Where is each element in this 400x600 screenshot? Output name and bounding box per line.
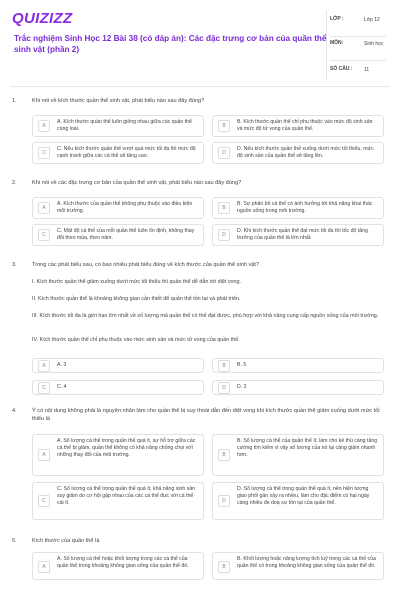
option-text: B. Kích thước quần thể chỉ phụ thuộc vào mức độ sinh sản và mức độ tử vong của quần thể. [237, 119, 373, 132]
meta-line [330, 60, 386, 61]
option-text: D. Số lượng cá thể trong quần thể quá ít, nên hiện tượng giao phối gần xảy ra nhiều, làm cho đặc điểm có hại ngày càng nhiều đe doạ sự tồn tại của quần thể. [237, 486, 370, 506]
option-b[interactable] [212, 552, 384, 580]
question-stem: Khi nói về các đặc trưng cơ bản của quần thể sinh vật, phát biểu nào sau đây đúng? [32, 180, 242, 186]
option-b[interactable] [212, 197, 384, 219]
page-title: Trắc nghiệm Sinh Học 12 Bài 38 (có đáp án): Các đặc trưng cơ bản của quần thể sinh vật (phần 2) [14, 34, 327, 54]
option-c[interactable] [32, 224, 204, 246]
question-2 [12, 180, 388, 250]
option-letter: C [38, 229, 50, 241]
option-letter: D [218, 382, 230, 394]
question-1 [12, 98, 388, 168]
option-letter: A [38, 202, 50, 214]
option-text: A. Số lượng cá thể hoặc khối lượng trong các cá thể của quần thể trong khoảng không gian sống của quần thể đó. [57, 556, 189, 569]
option-text: C. Nếu kích thước quần thể vượt quá mức tối đa thì mức độ cạnh tranh giữa các cá thể sẽ tăng cao. [57, 146, 196, 159]
option-letter: B [218, 360, 230, 372]
option-letter: C [38, 495, 50, 507]
subject-value: Sinh học [364, 41, 384, 47]
option-c[interactable] [32, 380, 204, 395]
class-value: Lớp 12 [364, 17, 380, 23]
option-b[interactable] [212, 115, 384, 137]
count-meta [330, 66, 388, 74]
question-number: 5. [12, 538, 17, 544]
option-d[interactable] [212, 482, 384, 520]
quizizz-logo[interactable]: QUIZIZZ [12, 10, 73, 27]
class-meta [330, 16, 388, 24]
question-number: 1. [12, 98, 17, 104]
option-text: C. 4 [57, 384, 67, 390]
option-a[interactable] [32, 434, 204, 476]
meta-divider [326, 10, 327, 80]
option-letter: A [38, 449, 50, 461]
subject-meta [330, 40, 388, 48]
option-text: B. Số lượng cá thể của quần thể ít, làm cho kẻ thù càng tăng cường tìm kiếm vì vậy số lượng của nó lại càng giảm nhanh hơn. [237, 438, 378, 458]
option-b[interactable] [212, 434, 384, 476]
question-stem: Ý có nội dung không phải là nguyên nhân làm cho quần thể bị suy thoái dẫn đến diệt vong khi kích thước quần thể giảm xuống dưới mức tối thiểu là [32, 408, 380, 422]
header-divider [10, 86, 390, 87]
option-letter: B [218, 561, 230, 573]
subject-label: MÔN: [330, 40, 344, 46]
option-letter: D [218, 147, 230, 159]
statement-4: IV. Kích thước quần thể chỉ phụ thuộc vào mức sinh sản và mức tử vong của quần thể. [32, 337, 240, 343]
statement-3: III. Kích thước tối đa là giới hạn lớn nhất về số lượng mà quần thể có thể đạt được, phù hợp với khả năng cung cấp nguồn sống của môi trường. [32, 313, 379, 319]
option-letter: B [218, 202, 230, 214]
question-number: 3. [12, 262, 17, 268]
option-d[interactable] [212, 142, 384, 164]
option-a[interactable] [32, 197, 204, 219]
option-text: B. 5 [237, 362, 247, 368]
question-3 [12, 262, 388, 402]
option-b[interactable] [212, 358, 384, 373]
option-text: A. Kích thước quần thể luôn giống nhau giữa các quần thể cùng loài. [57, 119, 192, 132]
option-text: A. Kích thước của quần thể không phụ thuộc vào điều kiện môi trường. [57, 201, 193, 214]
option-a[interactable] [32, 115, 204, 137]
option-d[interactable] [212, 224, 384, 246]
option-a[interactable] [32, 552, 204, 580]
option-text: D. Khi kích thước quần thể đạt mức tối đa thì tốc độ tăng trưởng của quần thể là lớn nhất. [237, 228, 368, 241]
statement-1: I. Kích thước quần thể giảm xuống dưới mức tối thiểu thì quần thể dễ dẫn tới diệt vong. [32, 279, 242, 285]
option-letter: A [38, 561, 50, 573]
meta-line [330, 36, 386, 37]
option-letter: D [218, 495, 230, 507]
option-a[interactable] [32, 358, 204, 373]
statement-2: II. Kích thước quần thể là khoảng không gian cần thiết để quần thể tồn tại và phát triển. [32, 296, 241, 302]
question-number: 4. [12, 408, 17, 414]
option-letter: A [38, 360, 50, 372]
option-c[interactable] [32, 142, 204, 164]
question-5 [12, 538, 388, 598]
question-stem: Trong các phát biểu sau, có bao nhiêu phát biểu đúng về kích thước của quần thể sinh vật? [32, 262, 260, 268]
option-c[interactable] [32, 482, 204, 520]
question-4 [12, 408, 388, 526]
question-stem: Kích thước của quần thể là [32, 538, 100, 544]
class-label: LỚP : [330, 16, 344, 22]
option-letter: B [218, 449, 230, 461]
option-text: C. Số lượng cá thể trong quần thể quá ít, khả năng sinh sản suy giảm do cơ hội gặp nhau của các cá thể đực với cá thể cái ít. [57, 486, 196, 506]
option-text: B. Sự phân bố cá thể có ảnh hưởng tới khả năng khai thác nguồn sống trong môi trường. [237, 201, 373, 214]
count-label: SỐ CÂU : [330, 66, 353, 72]
option-text: D. Nếu kích thước quần thể xuống dưới mức tối thiểu, mức độ sinh sản của quần thể sẽ tăng lên. [237, 146, 374, 159]
option-text: A. 3 [57, 362, 67, 368]
option-text: B. Khối lượng hoặc năng lượng tích luỹ trong các cá thể của quần thể có trong khoảng không gian sống của quần thể đó. [237, 556, 376, 569]
option-letter: C [38, 147, 50, 159]
option-text: D. 2 [237, 384, 247, 390]
option-letter: A [38, 120, 50, 132]
option-letter: C [38, 382, 50, 394]
question-number: 2. [12, 180, 17, 186]
option-letter: D [218, 229, 230, 241]
question-stem: Khi nói về kích thước quần thể sinh vật, phát biểu nào sau đây đúng? [32, 98, 205, 104]
option-d[interactable] [212, 380, 384, 395]
option-letter: B [218, 120, 230, 132]
option-text: C. Mật độ cá thể của mỗi quần thể luôn ổn định, không thay đổi theo mùa, theo năm. [57, 228, 195, 241]
count-value: 11 [364, 67, 370, 73]
option-text: A. Số lượng cá thể trong quần thể quá ít, sự hỗ trợ giữa các cá thể bị giảm, quần thể không có khả năng chống chọi với những thay đổi của môi trường. [57, 438, 196, 458]
